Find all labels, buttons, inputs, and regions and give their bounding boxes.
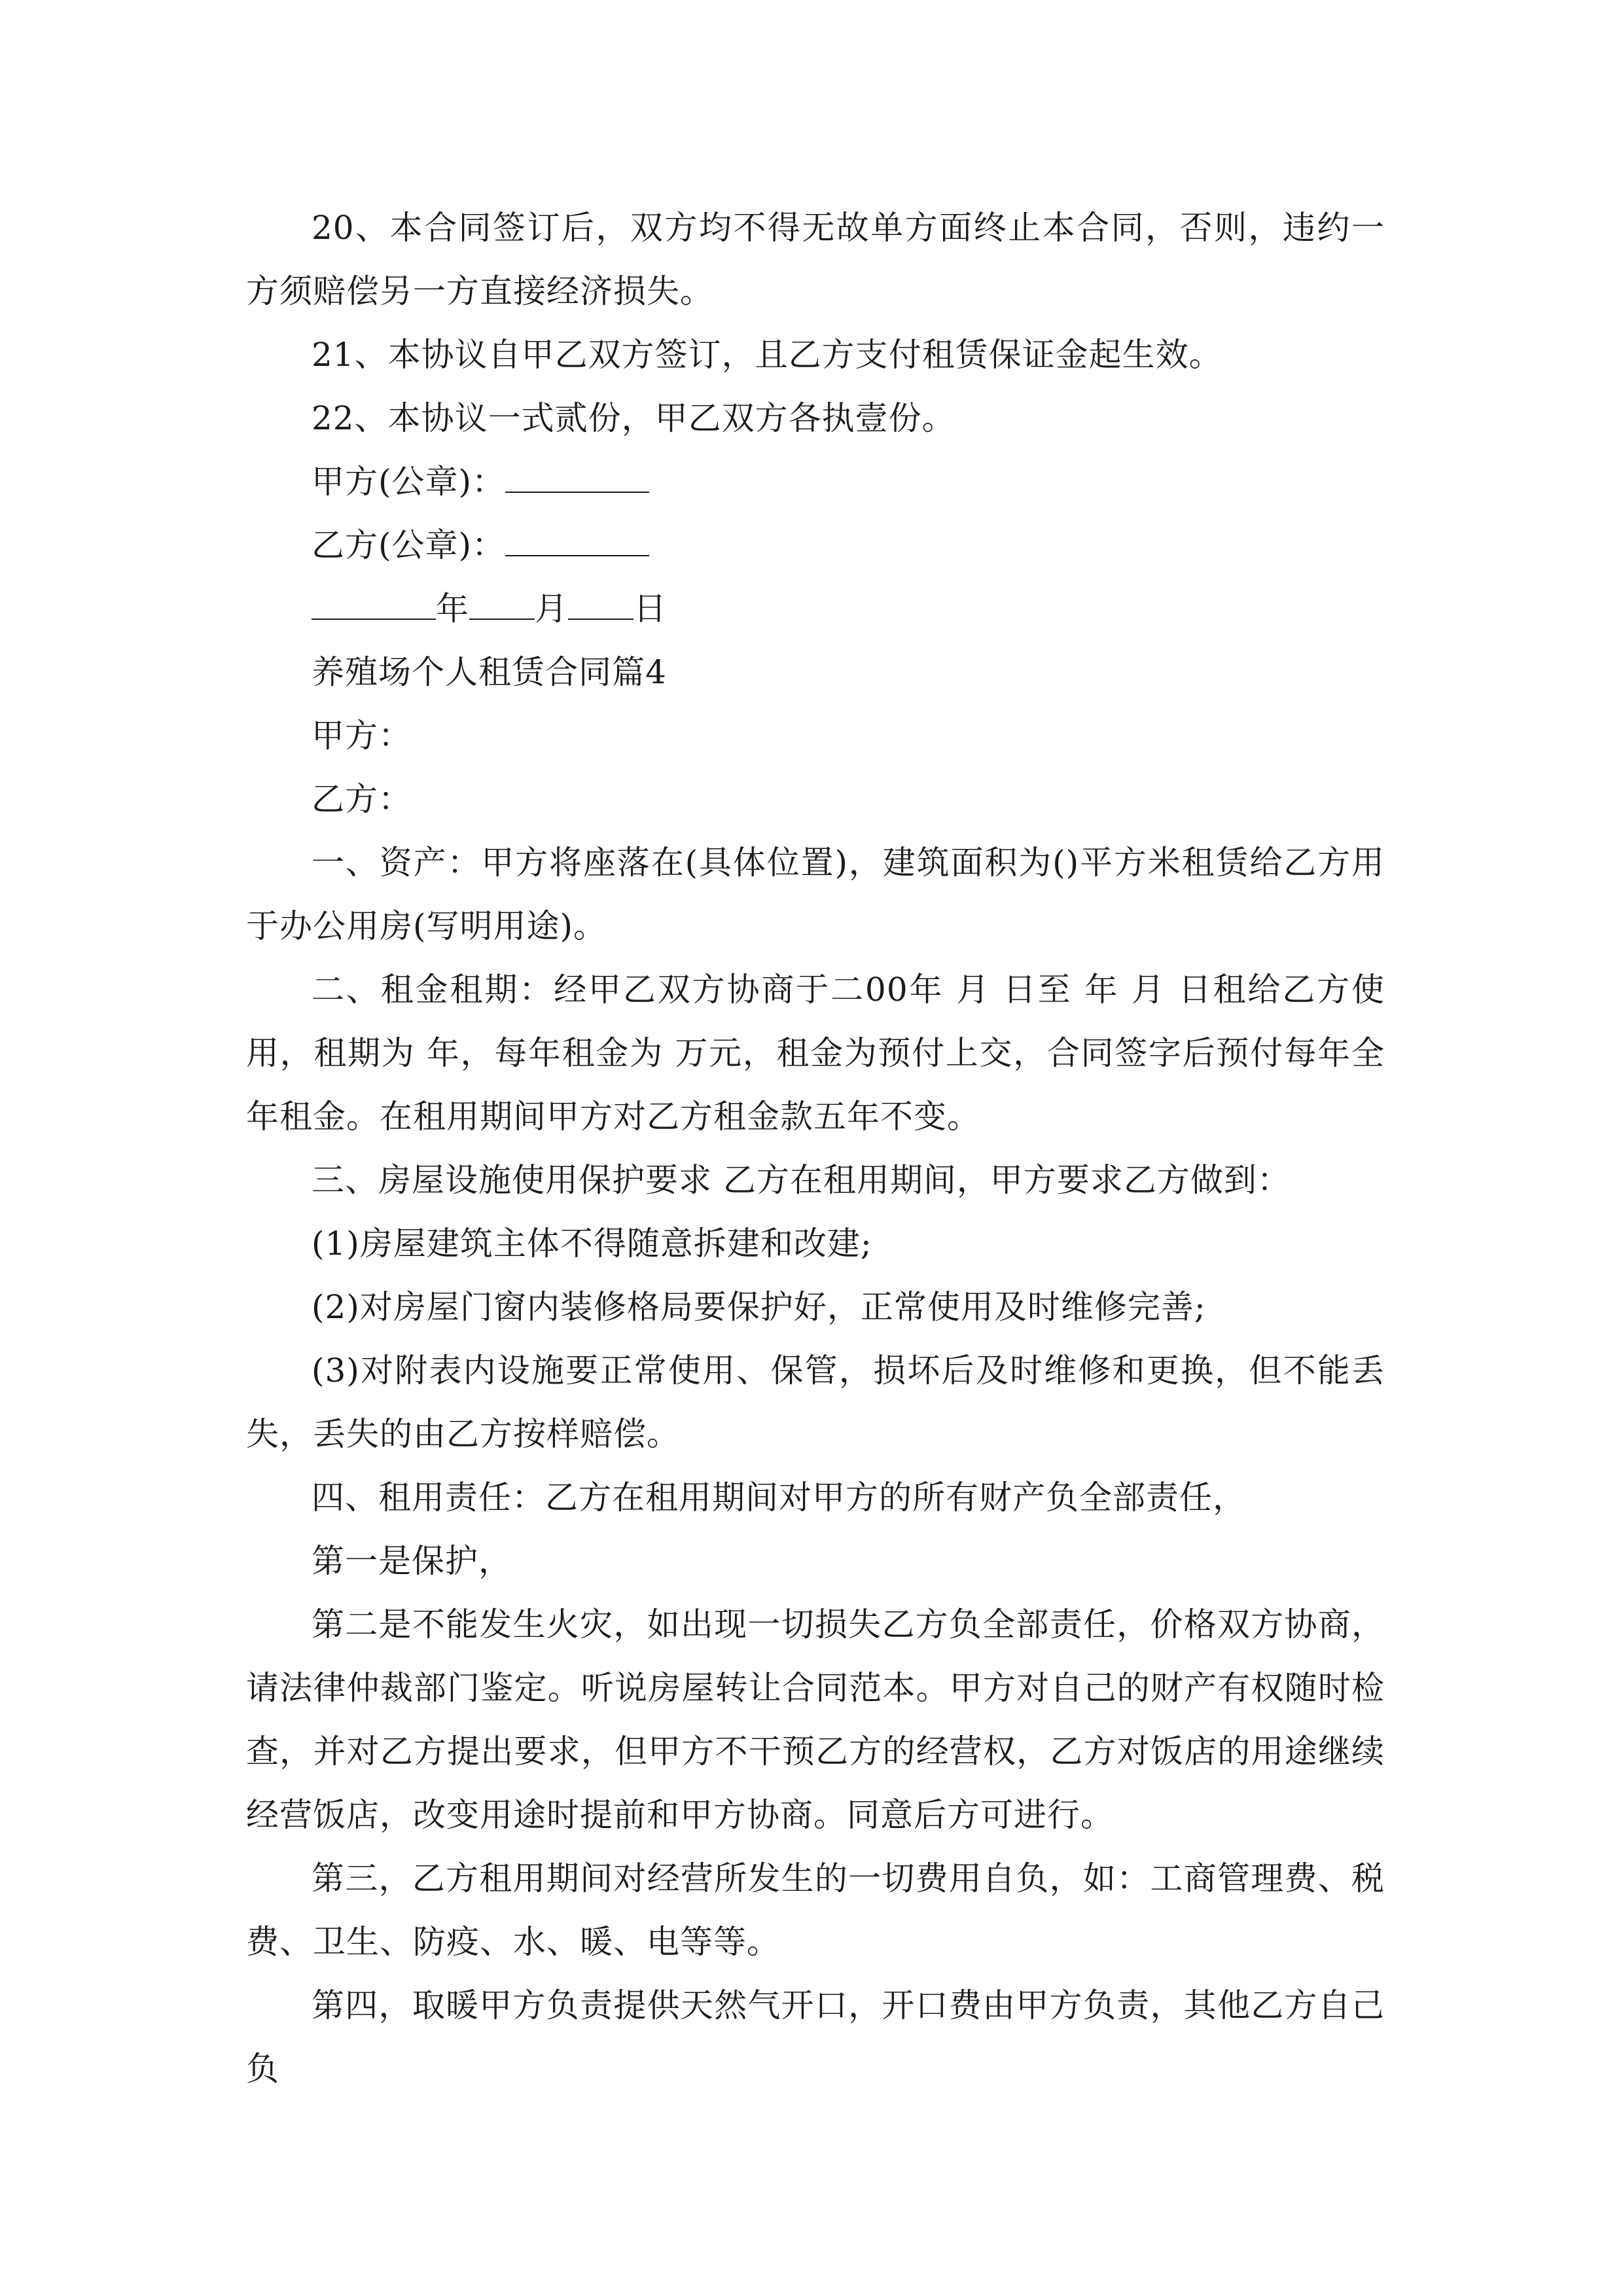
party-a-seal-label: 甲方(公章)：	[312, 463, 506, 501]
responsibility-fourth: 第四，取暖甲方负责提供天然气开口，开口费由甲方负责，其他乙方自己负	[246, 1986, 1385, 2088]
clause-20: 20、本合同签订后，双方均不得无故单方面终止本合同，否则，违约一方须赔偿另一方直接经济损失。	[246, 209, 1385, 310]
responsibility-second: 第二是不能发生火灾，如出现一切损失乙方负全部责任，价格双方协商，请法律仲裁部门鉴定。听说房屋转让合同范本。甲方对自己的财产有权随时检查，并对乙方提出要求，但甲方不干预乙方的经营权，乙方对饭店的用途继续经营饭店，改变用途时提前和甲方协商。同意后方可进行。	[246, 1605, 1385, 1834]
date-line	[246, 577, 1385, 641]
clause-22: 22、本协议一式贰份，甲乙双方各执壹份。	[312, 399, 955, 437]
party-a-line: 甲方：	[312, 717, 412, 755]
section-title: 养殖场个人租赁合同篇4	[312, 653, 667, 691]
day-blank	[568, 578, 633, 620]
party-a-seal-blank	[505, 451, 649, 493]
party-b-line: 乙方：	[312, 780, 412, 818]
clause-rent-term: 二、租金租期：经甲乙双方协商于二00年 月 日至 年 月 日租给乙方使用，租期为 年，每年租金为 万元，租金为预付上交，合同签字后预付每年全年租金。在租用期间甲方对乙方租金款五年不变。	[246, 971, 1385, 1136]
document-body	[246, 196, 1385, 2101]
clause-facility-protection: 三、房屋设施使用保护要求 乙方在租用期间，甲方要求乙方做到：	[312, 1161, 1291, 1199]
clause-21: 21、本协议自甲乙双方签订，且乙方支付租赁保证金起生效。	[312, 336, 1222, 374]
responsibility-first: 第一是保护，	[312, 1542, 512, 1580]
clause-item-1: (1)房屋建筑主体不得随意拆建和改建;	[312, 1225, 872, 1263]
day-label: 日	[633, 590, 667, 628]
party-a-seal-line	[246, 450, 1385, 514]
clause-item-2: (2)对房屋门窗内装修格局要保护好，正常使用及时维修完善;	[312, 1288, 1206, 1326]
year-blank	[312, 578, 436, 620]
clause-assets: 一、资产：甲方将座落在(具体位置)，建筑面积为()平方米租赁给乙方用于办公用房(写明用途)。	[246, 844, 1385, 945]
clause-responsibility: 四、租用责任：乙方在租用期间对甲方的所有财产负全部责任，	[312, 1479, 1246, 1516]
clause-item-3: (3)对附表内设施要正常使用、保管，损坏后及时维修和更换，但不能丢失，丢失的由乙方按样赔偿。	[246, 1352, 1385, 1453]
responsibility-third: 第三，乙方租用期间对经营所发生的一切费用自负，如：工商管理费、税费、卫生、防疫、水、暖、电等等。	[246, 1859, 1385, 1961]
party-b-seal-label: 乙方(公章)：	[312, 526, 506, 564]
year-label: 年	[436, 590, 469, 628]
party-b-seal-line	[246, 514, 1385, 577]
month-blank	[469, 578, 535, 620]
party-b-seal-blank	[505, 514, 649, 556]
month-label: 月	[535, 590, 568, 628]
